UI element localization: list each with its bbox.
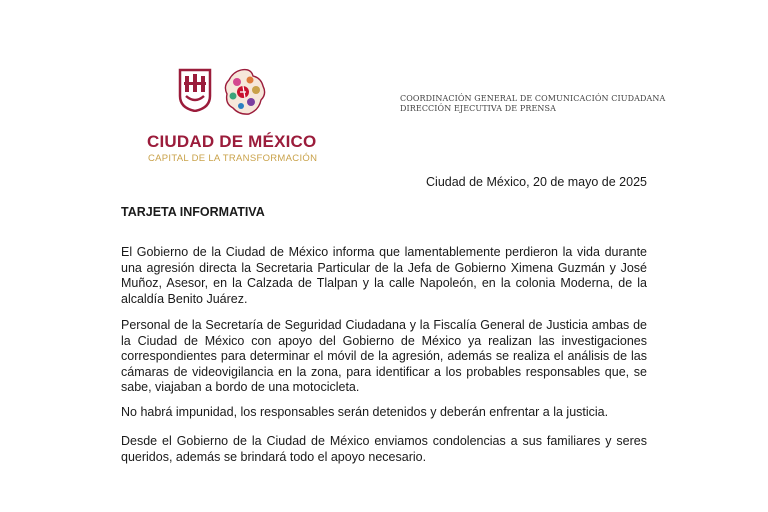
department-line-1: COORDINACIÓN GENERAL DE COMUNICACIÓN CIUDADANA <box>400 94 666 103</box>
org-tagline: CAPITAL DE LA TRANSFORMACIÓN <box>148 153 318 164</box>
org-name: CIUDAD DE MÉXICO <box>147 132 317 151</box>
paragraph: Personal de la Secretaría de Seguridad Ciudadana y la Fiscalía General de Justicia ambas de la Ciudad de México con apoyo del Gobierno de México ya realizan las investigaciones correspondientes para determinar el móvil de la agresión, además se realiza el análisis de las cámaras de videovigilancia en la zona, para identificar a los probables responsables que, se sabe, viajaban a bordo de una motocicleta. <box>121 318 647 395</box>
city-emblem-icon <box>178 68 212 112</box>
paragraph: El Gobierno de la Ciudad de México informa que lamentablemente perdieron la vida durante una agresión directa la Secretaria Particular de la Jefa de Gobierno Ximena Guzmán y José Muñoz, Asesor, en la Calzada de Tlalpan y la calle Napoleón, en la colonia Moderna, de la alcaldía Benito Juárez. <box>121 245 647 306</box>
paragraph: Desde el Gobierno de la Ciudad de México enviamos condolencias a sus familiares y seres queridos, además se brindará todo el apoyo necesario. <box>121 434 647 464</box>
paragraph: No habrá impunidad, los responsables serán detenidos y deberán enfrentar a la justicia. <box>121 405 609 419</box>
document-title: TARJETA INFORMATIVA <box>121 205 265 219</box>
department-header <box>400 94 665 114</box>
date-line: Ciudad de México, 20 de mayo de 2025 <box>426 175 647 189</box>
department-line-2: DIRECCIÓN EJECUTIVA DE PRENSA <box>400 104 556 113</box>
cdmx-logo <box>145 68 318 168</box>
cdmx-map-logo-icon <box>223 68 267 116</box>
